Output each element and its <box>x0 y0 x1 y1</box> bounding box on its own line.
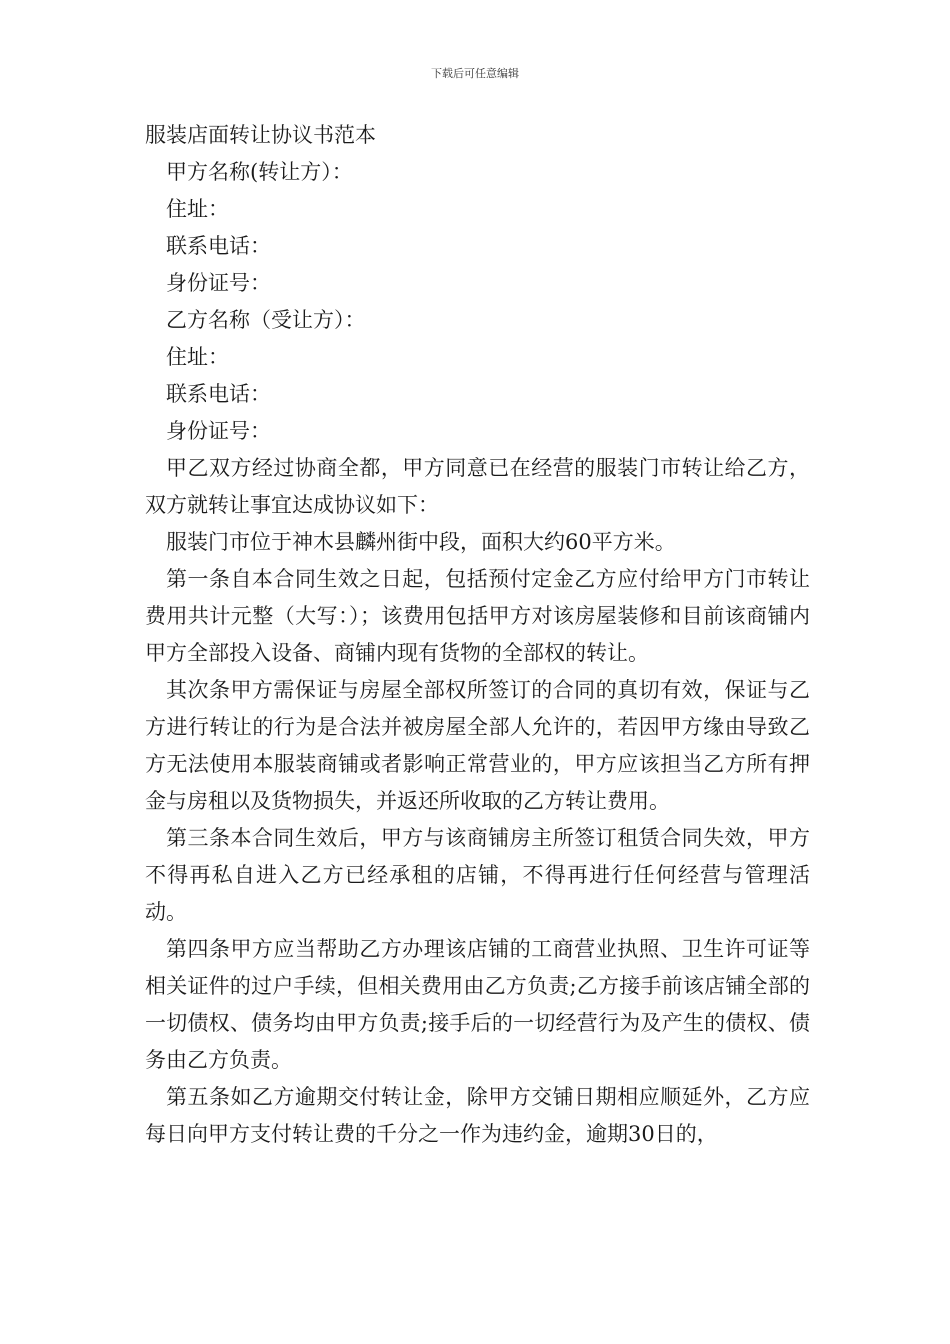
paragraph-article-4: 第四条甲方应当帮助乙方办理该店铺的工商营业执照、卫生许可证等相关证件的过户手续，但相关费用由乙方负责;乙方接手前该店铺全部的一切债权、债务均由甲方负责;接手后的一切经营行为及产生的债权、债务由乙方负责。 <box>145 937 810 1072</box>
paragraph-article-1: 第一条自本合同生效之日起，包括预付定金乙方应付给甲方门市转让费用共计元整（大写：）；该费用包括甲方对该房屋装修和目前该商铺内甲方全部投入设备、商铺内现有货物的全部权的转让。 <box>145 567 810 665</box>
paragraph-article-2: 其次条甲方需保证与房屋全部权所签订的合同的真切有效，保证与乙方进行转让的行为是合法并被房屋全部人允许的，若因甲方缘由导致乙方无法使用本服装商铺或者影响正常营业的，甲方应该担当乙方所有押金与房租以及货物损失，并返还所收取的乙方转让费用。 <box>145 678 810 813</box>
document-title: 服装店面转让协议书范本 <box>145 123 376 147</box>
party-b-name-label: 乙方名称（受让方）： <box>166 308 366 332</box>
party-a-phone-label: 联系电话： <box>166 234 271 258</box>
party-b-address-label: 住址： <box>166 345 229 369</box>
party-a-name-label: 甲方名称(转让方）： <box>166 160 353 184</box>
party-b-phone-label: 联系电话： <box>166 382 271 406</box>
party-a-id-label: 身份证号： <box>166 271 271 295</box>
document-body <box>145 117 810 1153</box>
paragraph-article-3: 第三条本合同生效后，甲方与该商铺房主所签订租赁合同失效，甲方不得再私自进入乙方已经承租的店铺，不得再进行任何经营与管理活动。 <box>145 826 810 924</box>
paragraph-shop-location: 服装门市位于神木县麟州街中段，面积大约60平方米。 <box>166 530 676 554</box>
page-header-note: 下载后可任意编辑 <box>431 67 519 80</box>
paragraph-agreement-intro: 甲乙双方经过协商全都，甲方同意已在经营的服装门市转让给乙方，双方就转让事宜达成协议如下： <box>145 456 810 517</box>
paragraph-article-5: 第五条如乙方逾期交付转让金，除甲方交铺日期相应顺延外，乙方应每日向甲方支付转让费的千分之一作为违约金，逾期30日的， <box>145 1085 810 1146</box>
party-a-address-label: 住址： <box>166 197 229 221</box>
party-b-id-label: 身份证号： <box>166 419 271 443</box>
